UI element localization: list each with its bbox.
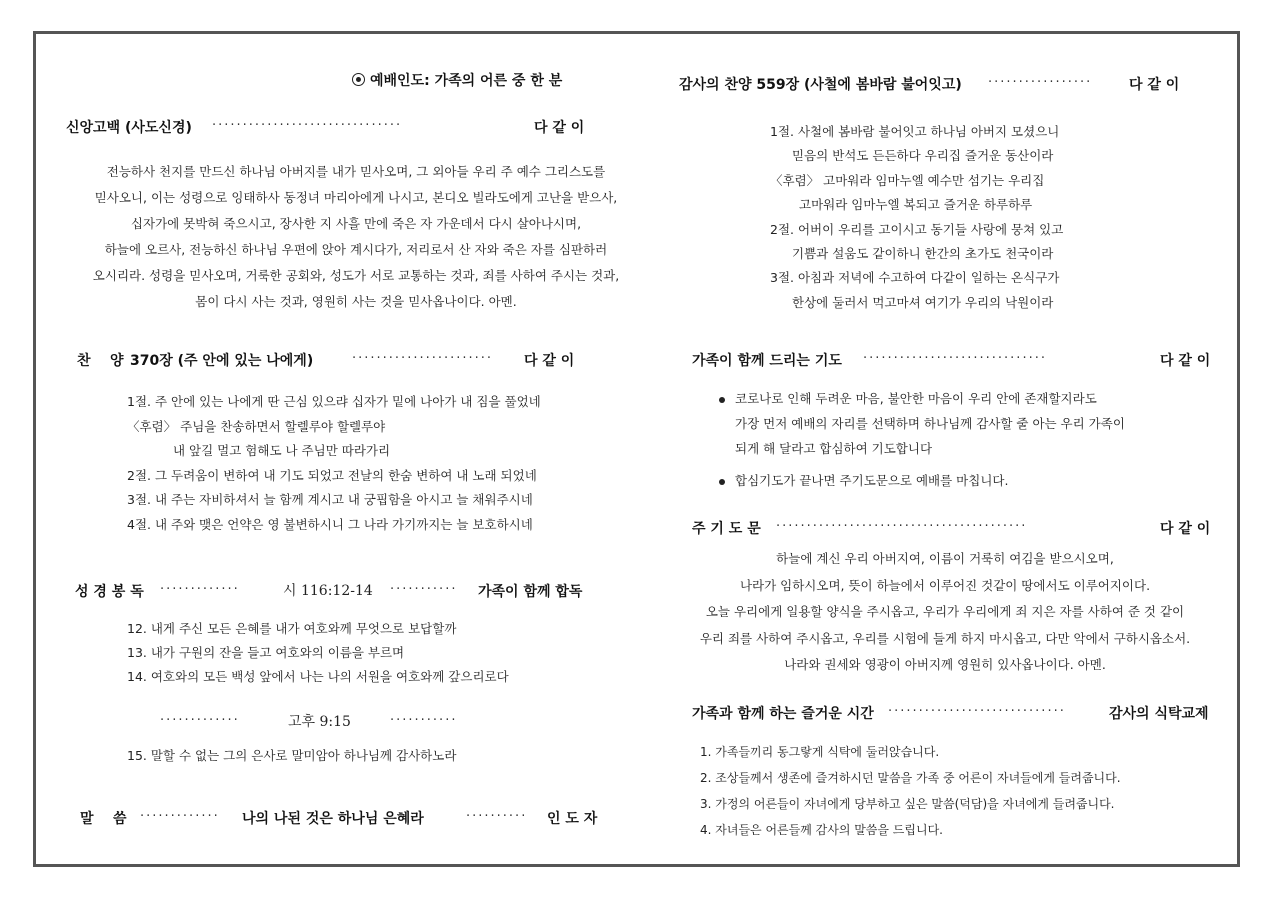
hymn-line: 1절. 주 안에 있는 나에게 딴 근심 있으랴 십자가 밑에 나아가 내 짐을 풀었네 xyxy=(127,394,541,409)
lords-prayer-line: 우리 죄를 사하여 주시옵고, 우리를 시험에 들게 하지 마시옵고, 다만 악에서 구하시옵소서. xyxy=(699,630,1191,646)
hymn-line: 2절. 그 두려움이 변하여 내 기도 되었고 전날의 한숨 변하여 내 노래 되었네 xyxy=(127,467,537,483)
hymn-who: 다 같 이 xyxy=(524,353,575,369)
list-item: 4. 자녀들은 어른들께 감사의 말씀을 드립니다. xyxy=(700,823,943,837)
prayer-title: 가족이 함께 드리는 기도 xyxy=(692,353,842,369)
prayer-who: 다 같 이 xyxy=(1160,353,1211,369)
scripture-line-2: 15. 말할 수 없는 그의 은사로 말미암아 하나님께 감사하노라 xyxy=(127,748,457,763)
scripture-dots-3: ············· xyxy=(160,713,240,728)
lords-prayer-dots: ········································· xyxy=(776,519,1028,534)
scripture-line: 14. 여호와의 모든 백성 앞에서 나는 나의 서원을 여호와께 갚으리로다 xyxy=(127,669,509,684)
hymn2-line: 3절. 아침과 저녁에 수고하여 다같이 일하는 온식구가 xyxy=(770,270,1060,286)
hymn-dots: ······················· xyxy=(352,351,494,366)
creed-who: 다 같 이 xyxy=(534,120,585,136)
hymn-line: 〈후렴〉 주님을 찬송하면서 할렐루야 할렐루야 xyxy=(127,418,386,434)
target-circle-icon xyxy=(352,73,365,86)
sermon-dots-1: ············· xyxy=(140,809,220,824)
hymn-line: 3절. 내 주는 자비하셔서 늘 함께 계시고 내 궁핍함을 아시고 늘 채워주시네 xyxy=(127,492,533,507)
lords-prayer-text xyxy=(660,546,1230,679)
hymn2-line: 2절. 어버이 우리를 고이시고 동기들 사랑에 뭉쳐 있고 xyxy=(770,221,1064,237)
creed-dots: ······························· xyxy=(212,118,403,133)
hymn2-line: 믿음의 반석도 든든하다 우리집 즐거운 동산이라 xyxy=(792,148,1054,164)
creed-heading xyxy=(66,117,192,137)
hymn-lyrics xyxy=(127,390,541,537)
scripture-text xyxy=(127,617,509,689)
hymn2-title: 감사의 찬양 559장 (사철에 봄바람 불어잇고) xyxy=(679,77,962,93)
prayer-line: 가장 먼저 예배의 자리를 선택하며 하나님께 감사할 줄 아는 우리 가족이 xyxy=(735,416,1125,431)
scripture-ref-2: 고후 9:15 xyxy=(288,714,351,730)
creed-line: 하늘에 오르사, 전능하신 하나님 우편에 앉아 계시다가, 저리로서 산 자와 죽은 자를 심판하러 xyxy=(104,242,608,257)
lords-prayer-line: 하늘에 계신 우리 아버지여, 이름이 거룩히 여김을 받으시오며, xyxy=(776,551,1114,566)
bullet-icon xyxy=(719,479,725,485)
hymn2-who: 다 같 이 xyxy=(1129,77,1180,93)
creed-line: 믿사오니, 이는 성령으로 잉태하사 동정녀 마리아에게 나시고, 본디오 빌라도에게 고난을 받으사, xyxy=(94,190,618,205)
family-time-dots: ····························· xyxy=(888,704,1066,719)
sermon-who: 인 도 자 xyxy=(547,811,598,827)
hymn2-line: 한상에 둘러서 먹고마셔 여기가 우리의 낙원이라 xyxy=(792,294,1054,310)
lords-prayer-line: 나라와 권세와 영광이 아버지께 영원히 있사옵나이다. 아멘. xyxy=(784,657,1106,672)
family-time-list xyxy=(700,739,1121,843)
scripture-dots-1: ············· xyxy=(160,582,240,597)
lords-prayer-line: 오늘 우리에게 일용할 양식을 주시옵고, 우리가 우리에게 죄 지은 자를 사하여 준 것 같이 xyxy=(705,604,1185,619)
sermon-label: 말 씀 xyxy=(80,811,127,827)
hymn-title: 370장 (주 안에 있는 나에게) xyxy=(130,353,314,369)
scripture-line: 13. 내가 구원의 잔을 들고 여호와의 이름을 부르며 xyxy=(127,645,405,660)
worship-leader xyxy=(352,70,562,90)
scripture-dots-2: ··········· xyxy=(390,582,458,597)
scripture-dots-4: ··········· xyxy=(390,713,458,728)
prayer-line: 합심기도가 끝나면 주기도문으로 예배를 마칩니다. xyxy=(735,473,1009,488)
creed-line: 전능하사 천지를 만드신 하나님 아버지를 내가 믿사오며, 그 외아들 우리 주 예수 그리스도를 xyxy=(106,164,606,179)
list-item: 3. 가정의 어른들이 자녀에게 당부하고 싶은 말씀(덕담)을 자녀에게 들려줍니다. xyxy=(700,797,1115,811)
hymn2-line: 고마워라 임마누엘 복되고 즐거운 하루하루 xyxy=(799,197,1033,213)
hymn-label: 찬 양 xyxy=(77,353,124,369)
scripture-who: 가족이 함께 합독 xyxy=(478,584,583,600)
scripture-label: 성 경 봉 독 xyxy=(75,584,144,600)
list-item: 2. 조상들께서 생존에 즐겨하시던 말씀을 가족 중 어른이 자녀들에게 들려줍니다. xyxy=(700,771,1121,785)
scripture-line: 12. 내게 주신 모든 은혜를 내가 여호와께 무엇으로 보답할까 xyxy=(127,621,457,636)
scripture-ref: 시 116:12-14 xyxy=(283,583,373,599)
family-time-title: 가족과 함께 하는 즐거운 시간 xyxy=(692,706,874,722)
prayer-line: 코로나로 인해 두려운 마음, 불안한 마음이 우리 안에 존재할지라도 xyxy=(735,391,1097,406)
prayer-bullet-1 xyxy=(719,386,1125,461)
creed-title: 신앙고백 (사도신경) xyxy=(66,120,192,136)
hymn2-line: 기쁨과 설움도 같이하니 한간의 초가도 천국이라 xyxy=(792,246,1054,262)
bullet-icon xyxy=(719,397,725,403)
sermon-title: 나의 나된 것은 하나님 은혜라 xyxy=(242,811,424,827)
hymn2-line: 〈후렴〉 고마워라 임마누엘 예수만 섬기는 우리집 xyxy=(770,172,1045,188)
family-time-who: 감사의 식탁교제 xyxy=(1109,706,1209,722)
list-item: 1. 가족들끼리 동그랗게 식탁에 둘러앉습니다. xyxy=(700,745,940,759)
creed-line: 오시리라. 성령을 믿사오며, 거룩한 공회와, 성도가 서로 교통하는 것과, 죄를 사하여 주시는 것과, xyxy=(92,268,620,283)
creed-text xyxy=(60,159,652,315)
prayer-dots: ······························ xyxy=(863,351,1047,366)
hymn2-dots: ················· xyxy=(988,75,1093,90)
lords-prayer-title: 주 기 도 문 xyxy=(692,521,761,537)
prayer-line: 되게 해 달라고 합심하여 기도합니다 xyxy=(735,441,933,456)
creed-line: 십자가에 못박혀 죽으시고, 장사한 지 사흘 만에 죽은 자 가운데서 다시 살아나시며, xyxy=(130,216,582,231)
lords-prayer-who: 다 같 이 xyxy=(1160,521,1211,537)
creed-line: 몸이 다시 사는 것과, 영원히 사는 것을 믿사옵나이다. 아멘. xyxy=(195,294,517,309)
hymn2-line: 1절. 사철에 봄바람 불어잇고 하나님 아버지 모셨으니 xyxy=(770,124,1060,139)
hymn-line: 4절. 내 주와 맺은 언약은 영 불변하시니 그 나라 가기까지는 늘 보호하시네 xyxy=(127,516,533,532)
sermon-dots-2: ·········· xyxy=(466,809,528,824)
prayer-bullet-2 xyxy=(719,471,1008,489)
hymn2-lyrics xyxy=(770,120,1063,315)
lords-prayer-line: 나라가 임하시오며, 뜻이 하늘에서 이루어진 것같이 땅에서도 이루어지이다. xyxy=(739,577,1151,593)
worship-leader-text: 예배인도: 가족의 어른 중 한 분 xyxy=(370,73,563,89)
hymn-line: 내 앞길 멀고 험해도 나 주님만 따라가리 xyxy=(173,443,391,458)
